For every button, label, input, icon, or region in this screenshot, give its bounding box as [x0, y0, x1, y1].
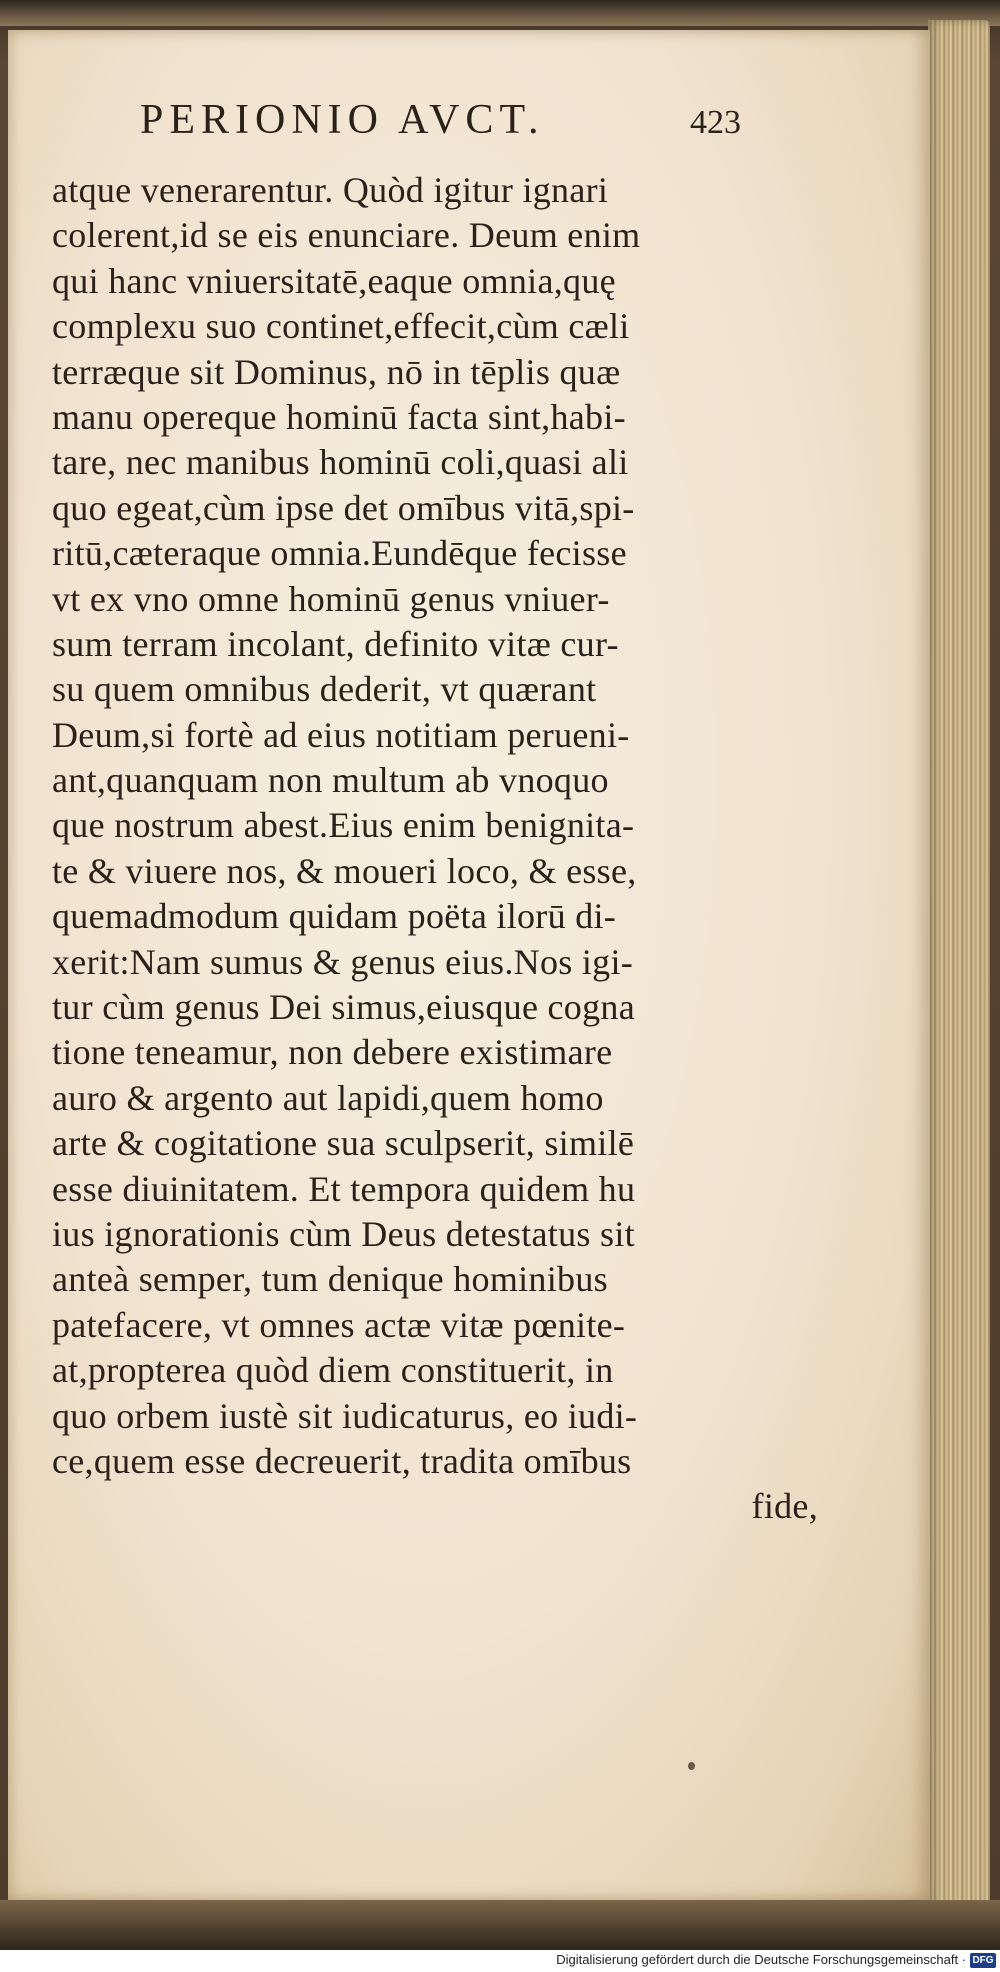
book-top-edge	[0, 0, 1000, 26]
text-line: que nostrum abest.Eius enim benignita-	[52, 805, 635, 846]
text-line: arte & cogitatione sua sculpserit, similē	[52, 1123, 635, 1164]
text-line: tione teneamur, non debere existimare	[52, 1032, 613, 1073]
text-line: vt ex vno omne hominū genus vniuer-	[52, 578, 610, 619]
text-line: ius ignorationis cùm Deus detestatus sit	[52, 1213, 635, 1254]
text-line: ritū,cæteraque omnia.Eundēque fecisse	[52, 533, 627, 574]
text-line: at,propterea quòd diem constituerit, in	[52, 1350, 614, 1391]
text-line: tare, nec manibus hominū coli,quasi ali	[52, 442, 629, 483]
text-line: complexu suo continet,effecit,cùm cæli	[52, 306, 630, 347]
text-line: quo egeat,cùm ipse det omībus vitā,spi-	[52, 487, 635, 528]
running-title: PERIONIO AVCT.	[140, 97, 545, 143]
book-bottom-edge	[0, 1900, 1000, 1950]
body-text	[52, 168, 822, 1530]
text-line: ant,quanquam non multum ab vnoquo	[52, 760, 609, 801]
page-number: 423	[690, 104, 741, 141]
text-line: auro & argento aut lapidi,quem homo	[52, 1077, 604, 1118]
text-line: qui hanc vniuersitatē,eaque omnia,quę	[52, 260, 616, 301]
text-line: patefacere, vt omnes actæ vitæ pœnite-	[52, 1304, 626, 1345]
text-line: anteà semper, tum denique hominibus	[52, 1259, 608, 1300]
digitization-footer	[0, 1950, 1000, 1972]
ink-speck	[688, 1762, 695, 1770]
text-line: terræque sit Dominus, nō in tēplis quæ	[52, 351, 621, 392]
text-line: colerent,id se eis enunciare. Deum enim	[52, 215, 641, 256]
dfg-logo: DFG	[970, 1953, 996, 1968]
catchword: fide,	[751, 1486, 818, 1527]
text-line: sum terram incolant, definito vitæ cur-	[52, 623, 619, 664]
text-line: atque venerarentur. Quòd igitur ignari	[52, 170, 609, 210]
text-line: Deum,si fortè ad eius notitiam perueni-	[52, 714, 630, 755]
text-line: su quem omnibus dederit, vt quærant	[52, 669, 597, 710]
text-line: ce,quem esse decreuerit, tradita omībus	[52, 1440, 632, 1481]
text-line: manu opereque hominū facta sint,habi-	[52, 396, 626, 437]
text-line: quo orbem iustè sit iudicaturus, eo iudi-	[52, 1395, 638, 1436]
funding-credit: Digitalisierung gefördert durch die Deutsche Forschungsgemeinschaft ·	[556, 1952, 966, 1967]
page-header	[140, 96, 780, 156]
text-line: xerit:Nam sumus & genus eius.Nos igi-	[52, 941, 634, 982]
text-line: tur cùm genus Dei simus,eiusque cogna	[52, 987, 635, 1028]
book-fore-edge	[928, 20, 990, 1910]
text-line: te & viuere nos, & moueri loco, & esse,	[52, 850, 637, 891]
text-line: quemadmodum quidam poëta ilorū di-	[52, 896, 617, 937]
text-line: esse diuinitatem. Et tempora quidem hu	[52, 1168, 636, 1209]
